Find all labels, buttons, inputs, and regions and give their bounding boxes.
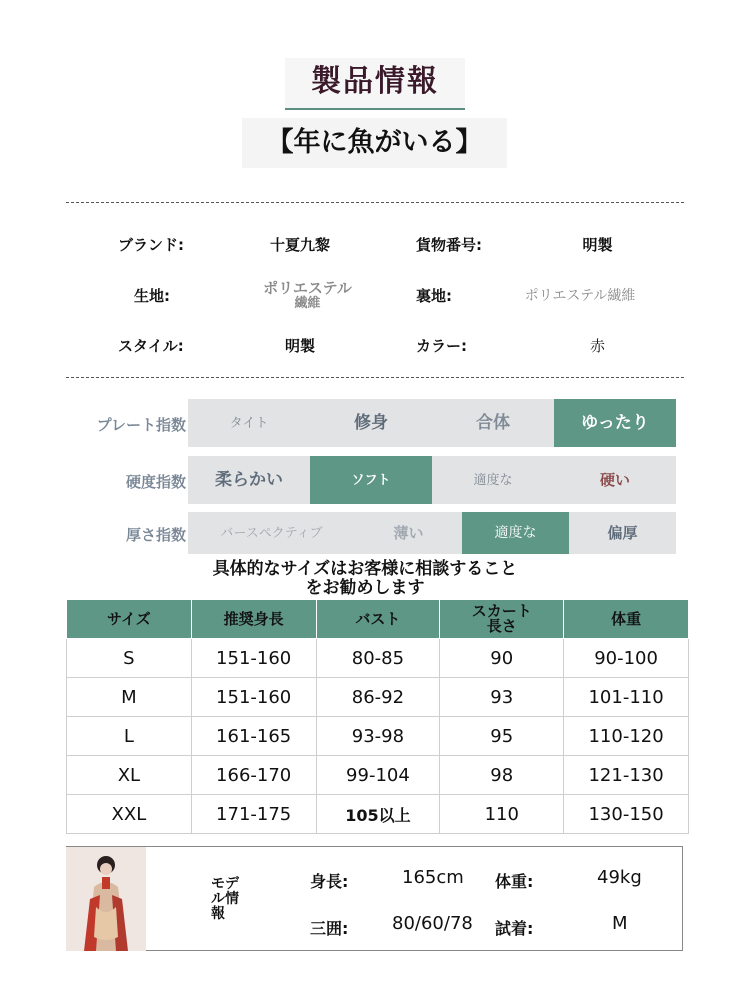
thickness-option: 薄い xyxy=(355,512,462,554)
color-label: カラー: xyxy=(416,337,467,355)
hardness-index-scale xyxy=(188,456,676,504)
cell: 86-92 xyxy=(316,678,440,717)
table-row xyxy=(67,678,689,717)
cell: 93 xyxy=(440,678,564,717)
item-no-label: 貨物番号: xyxy=(416,236,482,254)
model-weight-label: 体重: xyxy=(495,872,534,891)
cell: 93-98 xyxy=(316,717,440,756)
model-photo-illustration xyxy=(66,847,146,951)
header-size: サイズ xyxy=(67,600,192,639)
cell: 98 xyxy=(440,756,564,795)
title-banner xyxy=(285,58,465,110)
hardness-option: 柔らかい xyxy=(188,456,310,504)
subtitle-banner xyxy=(242,118,507,168)
fit-option: 修身 xyxy=(310,399,432,447)
table-header-row xyxy=(67,600,689,639)
thickness-option-selected: 適度な xyxy=(462,512,569,554)
header-weight: 体重 xyxy=(564,600,689,639)
cell: 90-100 xyxy=(564,639,689,678)
model-weight-value: 49kg xyxy=(597,867,642,888)
divider-bottom xyxy=(66,377,684,378)
table-row xyxy=(67,795,689,834)
cell: 121-130 xyxy=(564,756,689,795)
header-skirt-length: スカート長さ xyxy=(440,600,564,639)
model-height-label: 身長: xyxy=(310,872,349,891)
thickness-option: バースペクティブ xyxy=(188,512,355,554)
fit-index-label: プレート指数 xyxy=(96,416,186,434)
cell: XL xyxy=(67,756,192,795)
fabric-value-line2: 繊維 xyxy=(294,296,321,311)
fit-index-scale xyxy=(188,399,676,447)
header-height: 推奨身長 xyxy=(191,600,316,639)
size-table xyxy=(66,599,689,834)
cell: 110-120 xyxy=(564,717,689,756)
cell: 105以上 xyxy=(316,795,440,834)
thickness-index-scale xyxy=(188,512,676,554)
model-tried-value: M xyxy=(612,913,628,934)
model-height-value: 165cm xyxy=(402,867,464,888)
style-value: 明製 xyxy=(284,337,315,355)
cell: 130-150 xyxy=(564,795,689,834)
cell: XXL xyxy=(67,795,192,834)
product-name: 【年に魚がいる】 xyxy=(266,127,483,158)
lining-label: 裏地: xyxy=(416,287,452,305)
cell: 166-170 xyxy=(191,756,316,795)
hardness-option-selected: ソフト xyxy=(310,456,432,504)
divider-top xyxy=(66,202,684,203)
cell: 151-160 xyxy=(191,639,316,678)
color-value: 赤 xyxy=(589,337,605,355)
brand-label: ブランド: xyxy=(118,236,184,254)
table-row xyxy=(67,639,689,678)
table-row xyxy=(67,756,689,795)
table-row xyxy=(67,717,689,756)
fit-option-selected: ゆったり xyxy=(554,399,676,447)
cell: 110 xyxy=(440,795,564,834)
size-advice-note xyxy=(120,560,610,598)
style-label: スタイル: xyxy=(118,337,184,355)
cell: 101-110 xyxy=(564,678,689,717)
hardness-option: 適度な xyxy=(432,456,554,504)
model-measure-label: 三囲: xyxy=(310,919,349,938)
thickness-option: 偏厚 xyxy=(569,512,676,554)
header-bust: バスト xyxy=(316,600,440,639)
model-photo xyxy=(66,847,146,951)
fit-option: 合体 xyxy=(432,399,554,447)
fabric-label: 生地: xyxy=(134,287,170,305)
cell: 171-175 xyxy=(191,795,316,834)
model-info-label: モデル情報 xyxy=(211,876,239,922)
note-line1: 具体的なサイズはお客様に相談すること xyxy=(212,559,518,579)
brand-value: 十夏九黎 xyxy=(269,236,330,254)
cell: 90 xyxy=(440,639,564,678)
thickness-index-label: 厚さ指数 xyxy=(125,526,186,544)
cell: 95 xyxy=(440,717,564,756)
fabric-value-line1: ポリエステル xyxy=(263,279,352,297)
fabric-value xyxy=(245,281,370,311)
hardness-option: 硬い xyxy=(554,456,676,504)
cell: 161-165 xyxy=(191,717,316,756)
cell: M xyxy=(67,678,192,717)
fit-option: タイト xyxy=(188,399,310,447)
cell: 80-85 xyxy=(316,639,440,678)
hardness-index-label: 硬度指数 xyxy=(125,473,186,491)
cell: L xyxy=(67,717,192,756)
lining-value: ポリエステル繊維 xyxy=(524,288,636,304)
cell: S xyxy=(67,639,192,678)
note-line2: をお勧めします xyxy=(305,578,425,598)
cell: 151-160 xyxy=(191,678,316,717)
page-title: 製品情報 xyxy=(311,64,439,99)
model-tried-label: 試着: xyxy=(495,919,534,938)
model-info-box xyxy=(66,846,683,951)
item-no-value: 明製 xyxy=(582,236,613,254)
model-measure-value: 80/60/78 xyxy=(392,913,473,934)
cell: 99-104 xyxy=(316,756,440,795)
